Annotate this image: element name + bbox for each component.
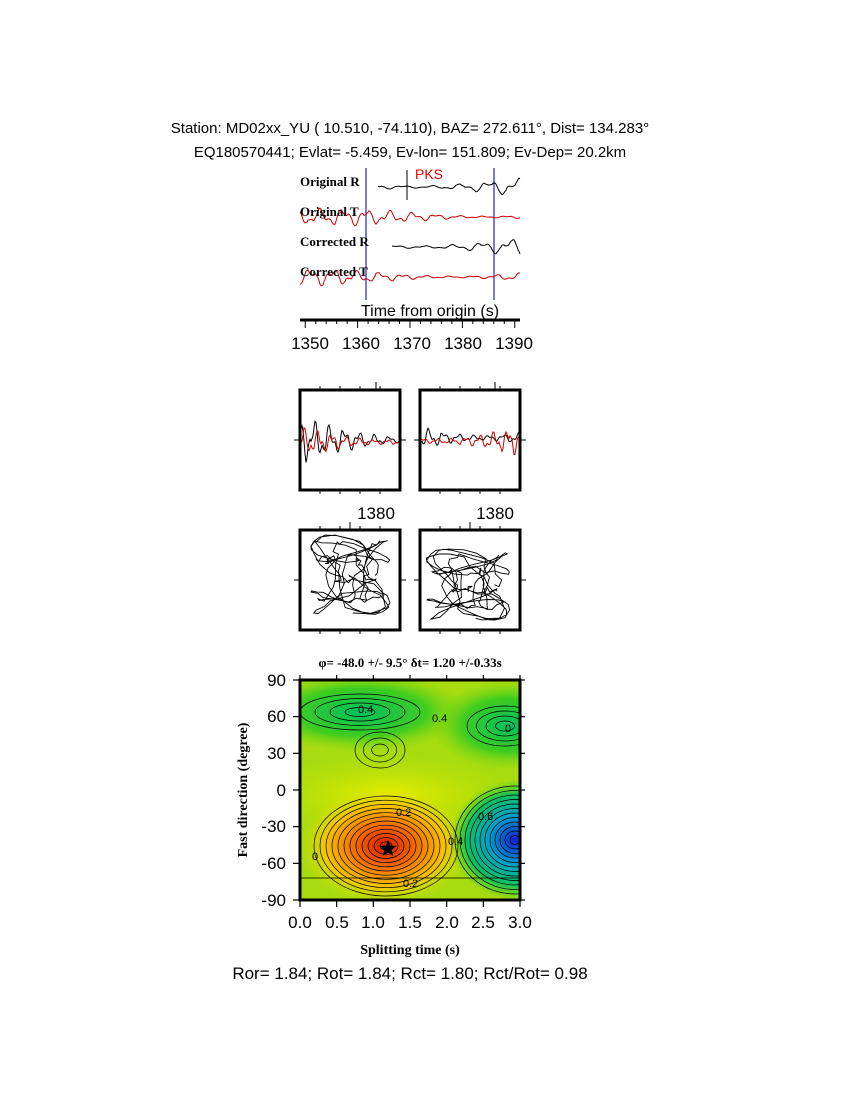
- ytick-60: 60: [267, 707, 286, 726]
- x-axis-label: Splitting time (s): [360, 943, 460, 958]
- contour-label: 0.2: [403, 878, 419, 890]
- contour-label: 0.2: [396, 807, 412, 819]
- station-line: Station: MD02xx_YU ( 10.510, -74.110), BAZ= 272.611°, Dist= 134.283°: [170, 120, 650, 137]
- trace-label-original-r: Original R: [300, 174, 360, 189]
- splitting-grid-panel: [236, 655, 590, 958]
- windowed-original-r: [301, 421, 399, 462]
- contour-label: 0: [312, 851, 319, 863]
- ytick-minus-90: -90: [261, 891, 286, 910]
- y-axis-label: Fast direction (degree): [236, 722, 251, 858]
- windowed-corrected: [420, 390, 520, 490]
- time-axis-ticks: [305, 320, 515, 328]
- xtick-2.5: 2.5: [471, 913, 495, 932]
- phase-label: PKS: [415, 166, 444, 182]
- windowed-waveform-panels: [294, 382, 526, 523]
- windowed-original: [300, 390, 400, 490]
- ytick-0: 0: [276, 781, 286, 800]
- trace-original-r: [378, 178, 520, 195]
- time-tick-1390: 1390: [495, 334, 533, 353]
- event-line: EQ180570441; Evlat= -5.459, Ev-lon= 151.809; Ev-Dep= 20.2km: [193, 144, 627, 161]
- trace-label-original-t: Original T: [300, 204, 359, 219]
- time-tick-1370: 1370: [393, 334, 431, 353]
- windowed-tick-label-right: 1380: [476, 504, 514, 523]
- waveform-panel: [291, 166, 533, 353]
- windowed-tick-label-left: 1380: [357, 504, 395, 523]
- xtick-0.5: 0.5: [325, 913, 349, 932]
- trace-label-corrected-t: Corrected T: [300, 264, 368, 279]
- particle-motion-corrected: [426, 549, 509, 620]
- time-tick-1380: 1380: [444, 334, 482, 353]
- contour-label: 0.4: [358, 704, 374, 716]
- contour-label: 0.4: [448, 836, 464, 848]
- time-axis-label: Time from origin (s): [360, 303, 500, 320]
- xtick-3.0: 3.0: [508, 913, 532, 932]
- particle-motion-ticks: [294, 522, 526, 634]
- time-tick-1360: 1360: [342, 334, 380, 353]
- splitting-result-title: φ= -48.0 +/- 9.5° δt= 1.20 +/-0.33s: [318, 655, 502, 670]
- contour-label: 0.6: [478, 811, 494, 823]
- xtick-1.0: 1.0: [361, 913, 385, 932]
- xtick-0.0: 0.0: [288, 913, 312, 932]
- ytick-90: 90: [267, 671, 286, 690]
- contour-label: 0.4: [432, 713, 448, 725]
- trace-label-corrected-r: Corrected R: [300, 234, 369, 249]
- ytick-minus-30: -30: [261, 817, 286, 836]
- particle-motion-original: [311, 535, 390, 614]
- xtick-1.5: 1.5: [398, 913, 422, 932]
- particle-motion-panels: [294, 522, 526, 634]
- trace-corrected-r: [392, 240, 520, 254]
- ytick-minus-60: -60: [261, 854, 286, 873]
- contour-label: 0: [505, 723, 512, 735]
- ytick-30: 30: [267, 744, 286, 763]
- time-tick-1350: 1350: [291, 334, 329, 353]
- ratio-summary: Ror= 1.84; Rot= 1.84; Rct= 1.80; Rct/Rot= 0.98: [232, 964, 588, 983]
- xtick-2.0: 2.0: [435, 913, 459, 932]
